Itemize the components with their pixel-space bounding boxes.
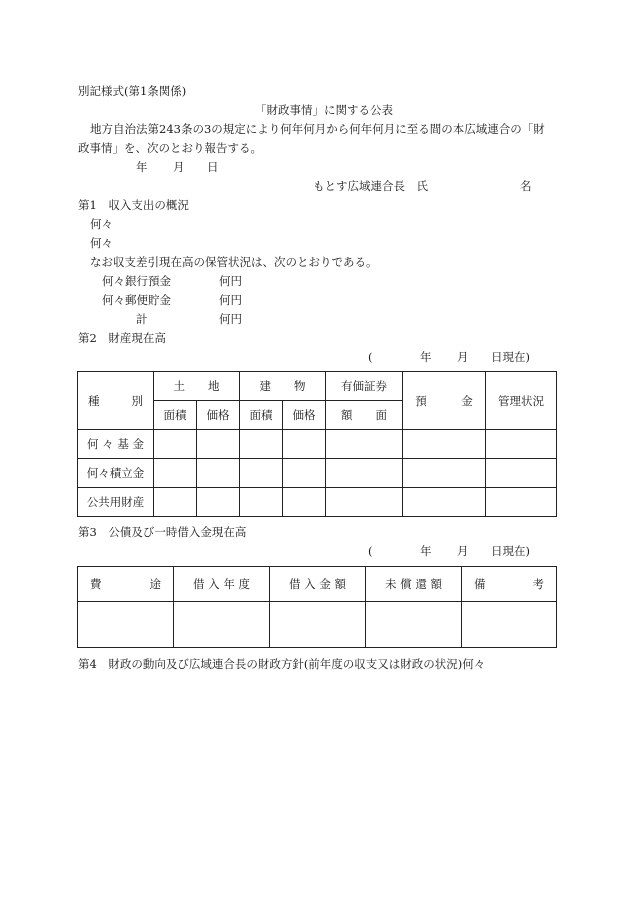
sub-area-header: 面積 bbox=[154, 401, 197, 430]
sub-price-header: 価格 bbox=[197, 401, 240, 430]
as-of-year: 年 bbox=[420, 544, 432, 558]
as-of-open: ( bbox=[368, 544, 373, 558]
deposit-label: 何々郵便貯金 bbox=[102, 293, 171, 307]
col-unpaid-header: 未 償 還 額 bbox=[366, 567, 462, 602]
deposit-value: 何円 bbox=[219, 293, 242, 307]
date-day: 日 bbox=[207, 160, 219, 174]
page-title: 「財政事情」に関する公表 bbox=[255, 103, 393, 117]
col-securities-header: 有価証券 bbox=[326, 372, 403, 401]
deposit-value: 何円 bbox=[219, 274, 242, 288]
sub-area-header: 面積 bbox=[240, 401, 283, 430]
intro-line-1: 地方自治法第243条の3の規定により何年何月から何年何月に至る間の本広域連合の「財 bbox=[90, 122, 545, 136]
col-amount-header: 借 入 金 額 bbox=[270, 567, 366, 602]
section1-item: 何々 bbox=[90, 217, 113, 231]
date-month: 月 bbox=[173, 160, 185, 174]
sub-face-header: 額 面 bbox=[326, 401, 403, 430]
as-of-day: 日現在) bbox=[491, 350, 530, 364]
table-row bbox=[78, 602, 557, 648]
section3-heading: 第3 公債及び一時借入金現在高 bbox=[78, 525, 247, 539]
table-row bbox=[78, 430, 557, 459]
table-row bbox=[78, 488, 557, 517]
section1-note: なお収支差引現在高の保管状況は、次のとおりである。 bbox=[90, 255, 378, 269]
section1-item: 何々 bbox=[90, 236, 113, 250]
col-deposit-header: 預 金 bbox=[403, 372, 486, 430]
col-building-header: 建 物 bbox=[240, 372, 326, 401]
table-row bbox=[78, 459, 557, 488]
deposit-label: 何々銀行預金 bbox=[102, 274, 171, 288]
signature-name-suffix: 名 bbox=[520, 179, 532, 193]
as-of-month: 月 bbox=[457, 544, 469, 558]
date-year: 年 bbox=[136, 160, 148, 174]
as-of-day: 日現在) bbox=[491, 544, 530, 558]
col-land-header: 土 地 bbox=[154, 372, 240, 401]
col-year-header: 借 入 年 度 bbox=[174, 567, 270, 602]
property-table bbox=[77, 371, 557, 517]
as-of-year: 年 bbox=[420, 350, 432, 364]
row-label: 何 々 基 金 bbox=[78, 430, 154, 459]
col-kind-header: 種 別 bbox=[78, 372, 154, 430]
section4-heading: 第4 財政の動向及び広域連合長の財政方針(前年度の収支又は財政の状況)何々 bbox=[78, 657, 486, 671]
col-remarks-header: 備 考 bbox=[462, 567, 557, 602]
row-label: 公共用財産 bbox=[78, 488, 154, 517]
section2-heading: 第2 財産現在高 bbox=[78, 331, 166, 345]
section1-heading: 第1 収入支出の概況 bbox=[78, 198, 189, 212]
intro-line-2: 政事情」を、次のとおり報告する。 bbox=[78, 141, 262, 155]
signature-title: もとす広域連合長 氏 bbox=[313, 179, 428, 193]
deposit-total-label: 計 bbox=[136, 312, 148, 326]
as-of-month: 月 bbox=[457, 350, 469, 364]
row-label: 何々積立金 bbox=[78, 459, 154, 488]
sub-price-header: 価格 bbox=[283, 401, 326, 430]
col-purpose-header: 費 途 bbox=[78, 567, 174, 602]
as-of-open: ( bbox=[368, 350, 373, 364]
col-management-header: 管理状況 bbox=[486, 372, 557, 430]
deposit-total-value: 何円 bbox=[219, 312, 242, 326]
form-label: 別記様式(第1条関係) bbox=[78, 84, 187, 98]
debt-table bbox=[77, 566, 557, 648]
